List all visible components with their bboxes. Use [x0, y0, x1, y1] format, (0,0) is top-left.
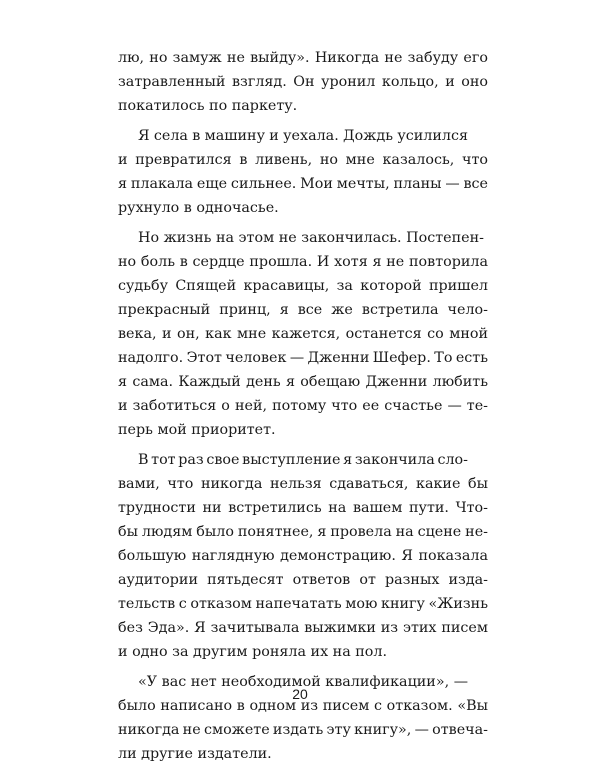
paragraph-2 [118, 124, 488, 220]
text-line: лю, но замуж не выйду». Никогда не забуду его [118, 50, 488, 66]
text-line: я сама. Каждый день я обещаю Дженни любить [118, 374, 488, 390]
text-line: надолго. Этот человек — Дженни Шефер. То есть [118, 350, 488, 366]
paragraph-5 [118, 670, 488, 766]
text-line: В тот раз свое выступление я закончила сло- [138, 452, 468, 468]
text-line: и одно за другим роняла их на пол. [118, 644, 388, 660]
text-line: трудности ни встретились на вашем пути. Что- [118, 500, 488, 516]
text-line: я плакала еще сильнее. Мои мечты, планы — все [118, 176, 488, 192]
text-line: «У вас нет необходимой квалификации», — [138, 674, 468, 690]
text-line: тельств с отказом напечатать мою книгу «Жизнь [118, 596, 488, 612]
text-line: века, и он, как мне кажется, останется со мной [118, 326, 488, 342]
text-line: прекрасный принц, я все же встретила чело- [118, 302, 488, 318]
text-line: и превратился в ливень, но мне казалось, что [118, 152, 488, 168]
text-line: но боль в сердце прошла. И хотя я не повторила [118, 254, 488, 270]
paragraph-3 [118, 226, 488, 442]
text-line: вами, что никогда нельзя сдаваться, какие бы [118, 476, 488, 492]
body-text [118, 46, 488, 766]
text-line: Я села в машину и уехала. Дождь усилился [138, 128, 468, 144]
text-line: большую наглядную демонстрацию. Я показала [118, 548, 488, 564]
text-line: без Эда». Я зачитывала выжимки из этих писем [118, 620, 488, 636]
text-line: ли другие издатели. [118, 746, 272, 762]
text-line: перь мой приоритет. [118, 422, 276, 438]
text-line: судьбу Спящей красавицы, за которой пришел [118, 278, 488, 294]
text-line: аудитории пятьдесят ответов от разных изда- [118, 572, 488, 588]
text-line: и заботиться о ней, потому что ее счастье — те- [118, 398, 488, 414]
paragraph-4 [118, 448, 488, 664]
text-line: затравленный взгляд. Он уронил кольцо, и оно [118, 74, 488, 90]
text-line: было написано в одном из писем с отказом. «Вы [118, 698, 488, 714]
text-line: покатилось по паркету. [118, 98, 298, 114]
text-line: Но жизнь на этом не закончилась. Постепен- [138, 230, 484, 246]
text-line: рухнуло в одночасье. [118, 200, 279, 216]
text-line: бы людям было понятнее, я провела на сцене не- [118, 524, 488, 540]
page-number: 20 [292, 686, 308, 702]
text-line: никогда не сможете издать эту книгу», — отвеча- [118, 722, 488, 738]
paragraph-1 [118, 46, 488, 118]
